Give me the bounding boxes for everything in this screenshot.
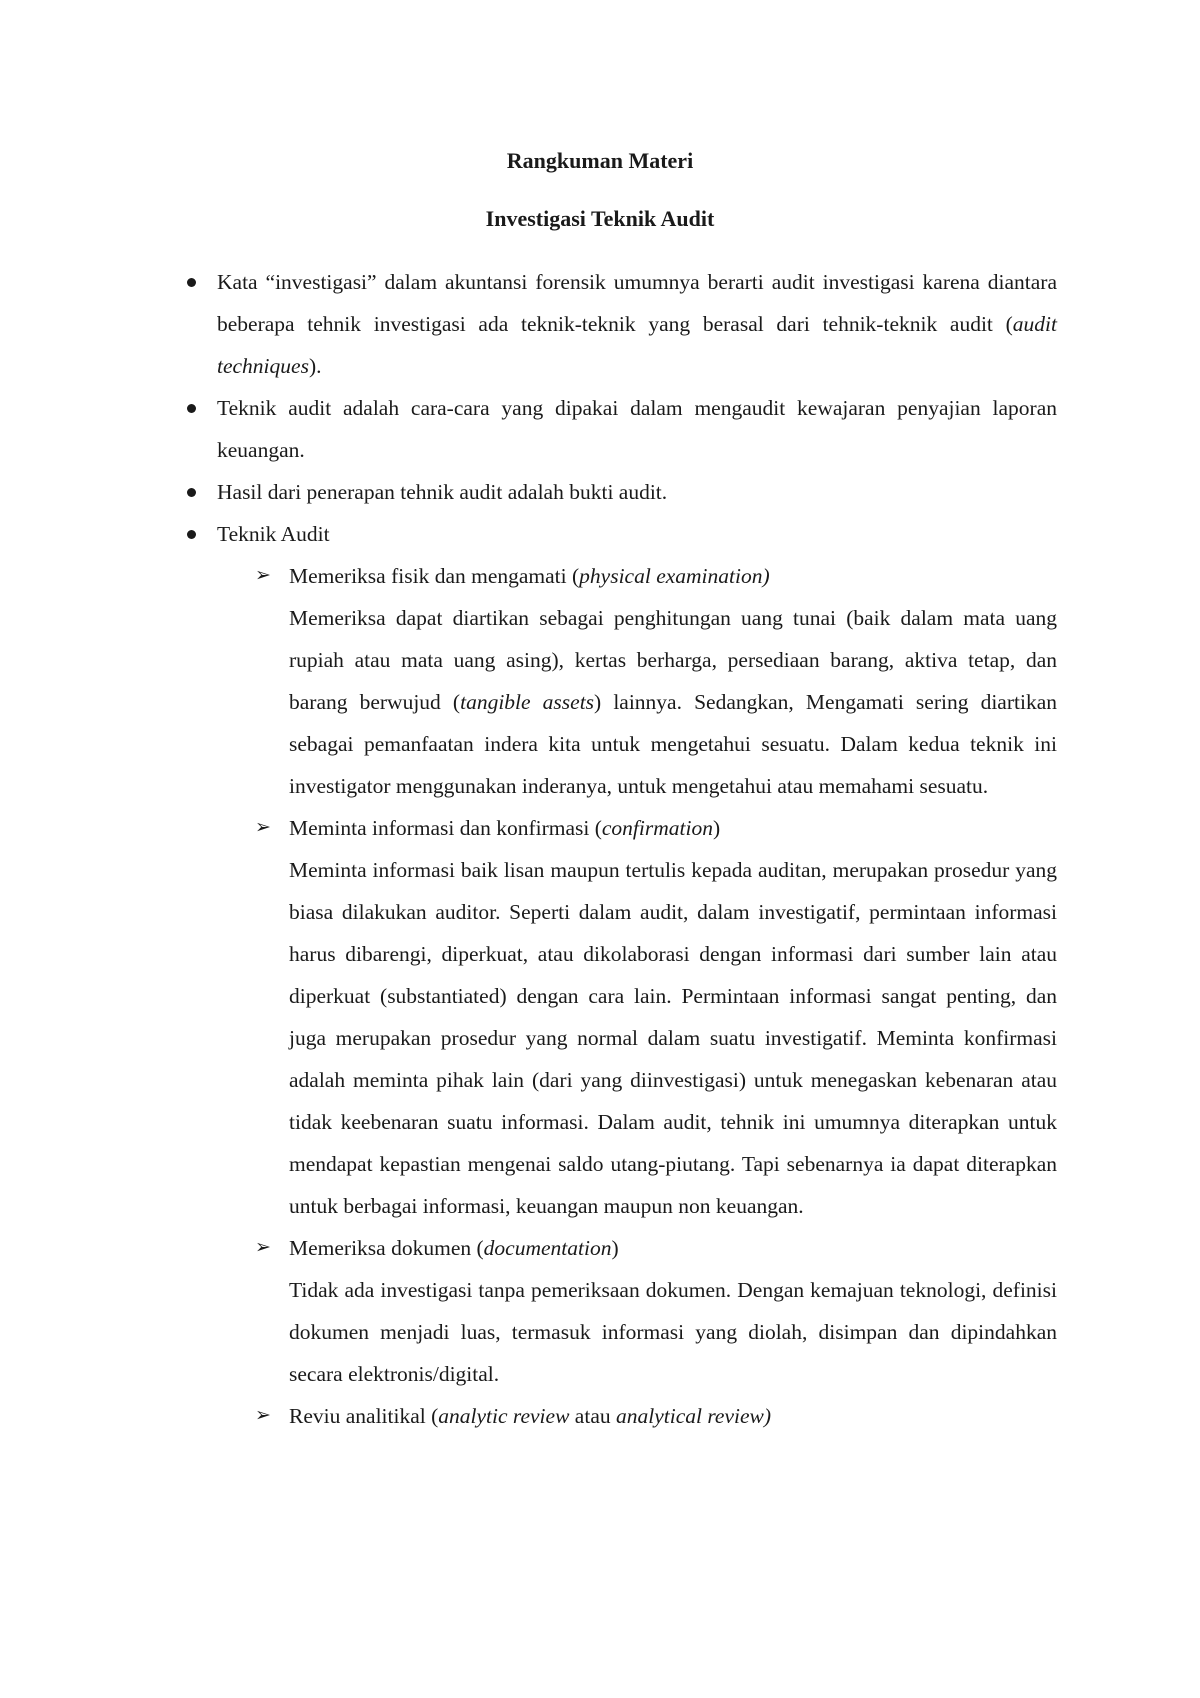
technique-heading: Memeriksa dokumen (documentation): [289, 1236, 619, 1260]
bullet-text: Teknik Audit: [217, 522, 330, 546]
technique-list: [255, 555, 1058, 1437]
arrowhead-bullet-icon: ➢: [255, 1237, 271, 1258]
technique-description: Memeriksa dapat diartikan sebagai penghitungan uang tunai (baik dalam mata uang rupiah atau mata uang asing), kertas berharga, persediaan barang, aktiva tetap, dan barang berwujud (tangible assets) lainnya. Sedangkan, Mengamati sering diartikan sebagai pemanfaatan indera kita untuk mengetahui sesuatu. Dalam kedua teknik ini investigator menggunakan inderanya, untuk mengetahui atau memahami sesuatu.: [289, 606, 1058, 798]
technique-item: [255, 555, 1058, 807]
bullet-item: [217, 513, 1057, 555]
bullet-text: Kata “investigasi” dalam akuntansi forensik umumnya berarti audit investigasi karena diantara beberapa tehnik investigasi ada teknik-teknik yang berasal dari tehnik-teknik audit (: [217, 270, 1057, 336]
bullet-dot-icon: [187, 530, 196, 539]
document-subtitle: Investigasi Teknik Audit: [485, 206, 715, 231]
arrowhead-bullet-icon: ➢: [255, 817, 271, 838]
bullet-dot-icon: [187, 404, 196, 413]
bullet-item: [217, 387, 1057, 471]
document-title: Rangkuman Materi: [506, 148, 694, 173]
bullet-dot-icon: [187, 488, 196, 497]
technique-heading: Reviu analitikal (analytic review atau analytical review): [289, 1404, 772, 1428]
bullet-item: [217, 471, 1057, 513]
bullet-item: [217, 261, 1057, 387]
bullet-text: Hasil dari penerapan tehnik audit adalah bukti audit.: [217, 480, 668, 504]
arrowhead-bullet-icon: ➢: [255, 565, 271, 586]
bullet-text: ).: [308, 354, 322, 378]
technique-item: [255, 807, 1057, 1227]
technique-item: [255, 1227, 1057, 1395]
bullet-list: [217, 261, 1057, 1437]
technique-item: [255, 1395, 1057, 1437]
bullet-text: Teknik audit adalah cara-cara yang dipakai dalam mengaudit kewajaran penyajian laporan keuangan.: [217, 396, 1057, 462]
technique-description: Tidak ada investigasi tanpa pemeriksaan dokumen. Dengan kemajuan teknologi, definisi dokumen menjadi luas, termasuk informasi yang diolah, disimpan dan dipindahkan secara elektronis/digital.: [289, 1278, 1057, 1386]
bullet-text-italic: audit techniques: [217, 312, 1057, 378]
technique-description: Meminta informasi baik lisan maupun tertulis kepada auditan, merupakan prosedur yang biasa dilakukan auditor. Seperti dalam audit, dalam investigatif, permintaan informasi harus dibarengi, diperkuat, atau dikolaborasi dengan informasi dari sumber lain atau diperkuat (substantiated) dengan cara lain. Permintaan informasi sangat penting, dan juga merupakan prosedur yang normal dalam suatu investigatif. Meminta konfirmasi adalah meminta pihak lain (dari yang diinvestigasi) untuk menegaskan kebenaran atau tidak keebenaran suatu informasi. Dalam audit, tehnik ini umumnya diterapkan untuk mendapat kepastian mengenai saldo utang-piutang. Tapi sebenarnya ia dapat diterapkan untuk berbagai informasi, keuangan maupun non keuangan.: [289, 858, 1057, 1218]
technique-heading: Meminta informasi dan konfirmasi (confirmation): [289, 816, 721, 840]
bullet-dot-icon: [187, 278, 196, 287]
technique-heading: Memeriksa fisik dan mengamati (physical examination): [289, 564, 770, 588]
arrowhead-bullet-icon: ➢: [255, 1405, 271, 1426]
